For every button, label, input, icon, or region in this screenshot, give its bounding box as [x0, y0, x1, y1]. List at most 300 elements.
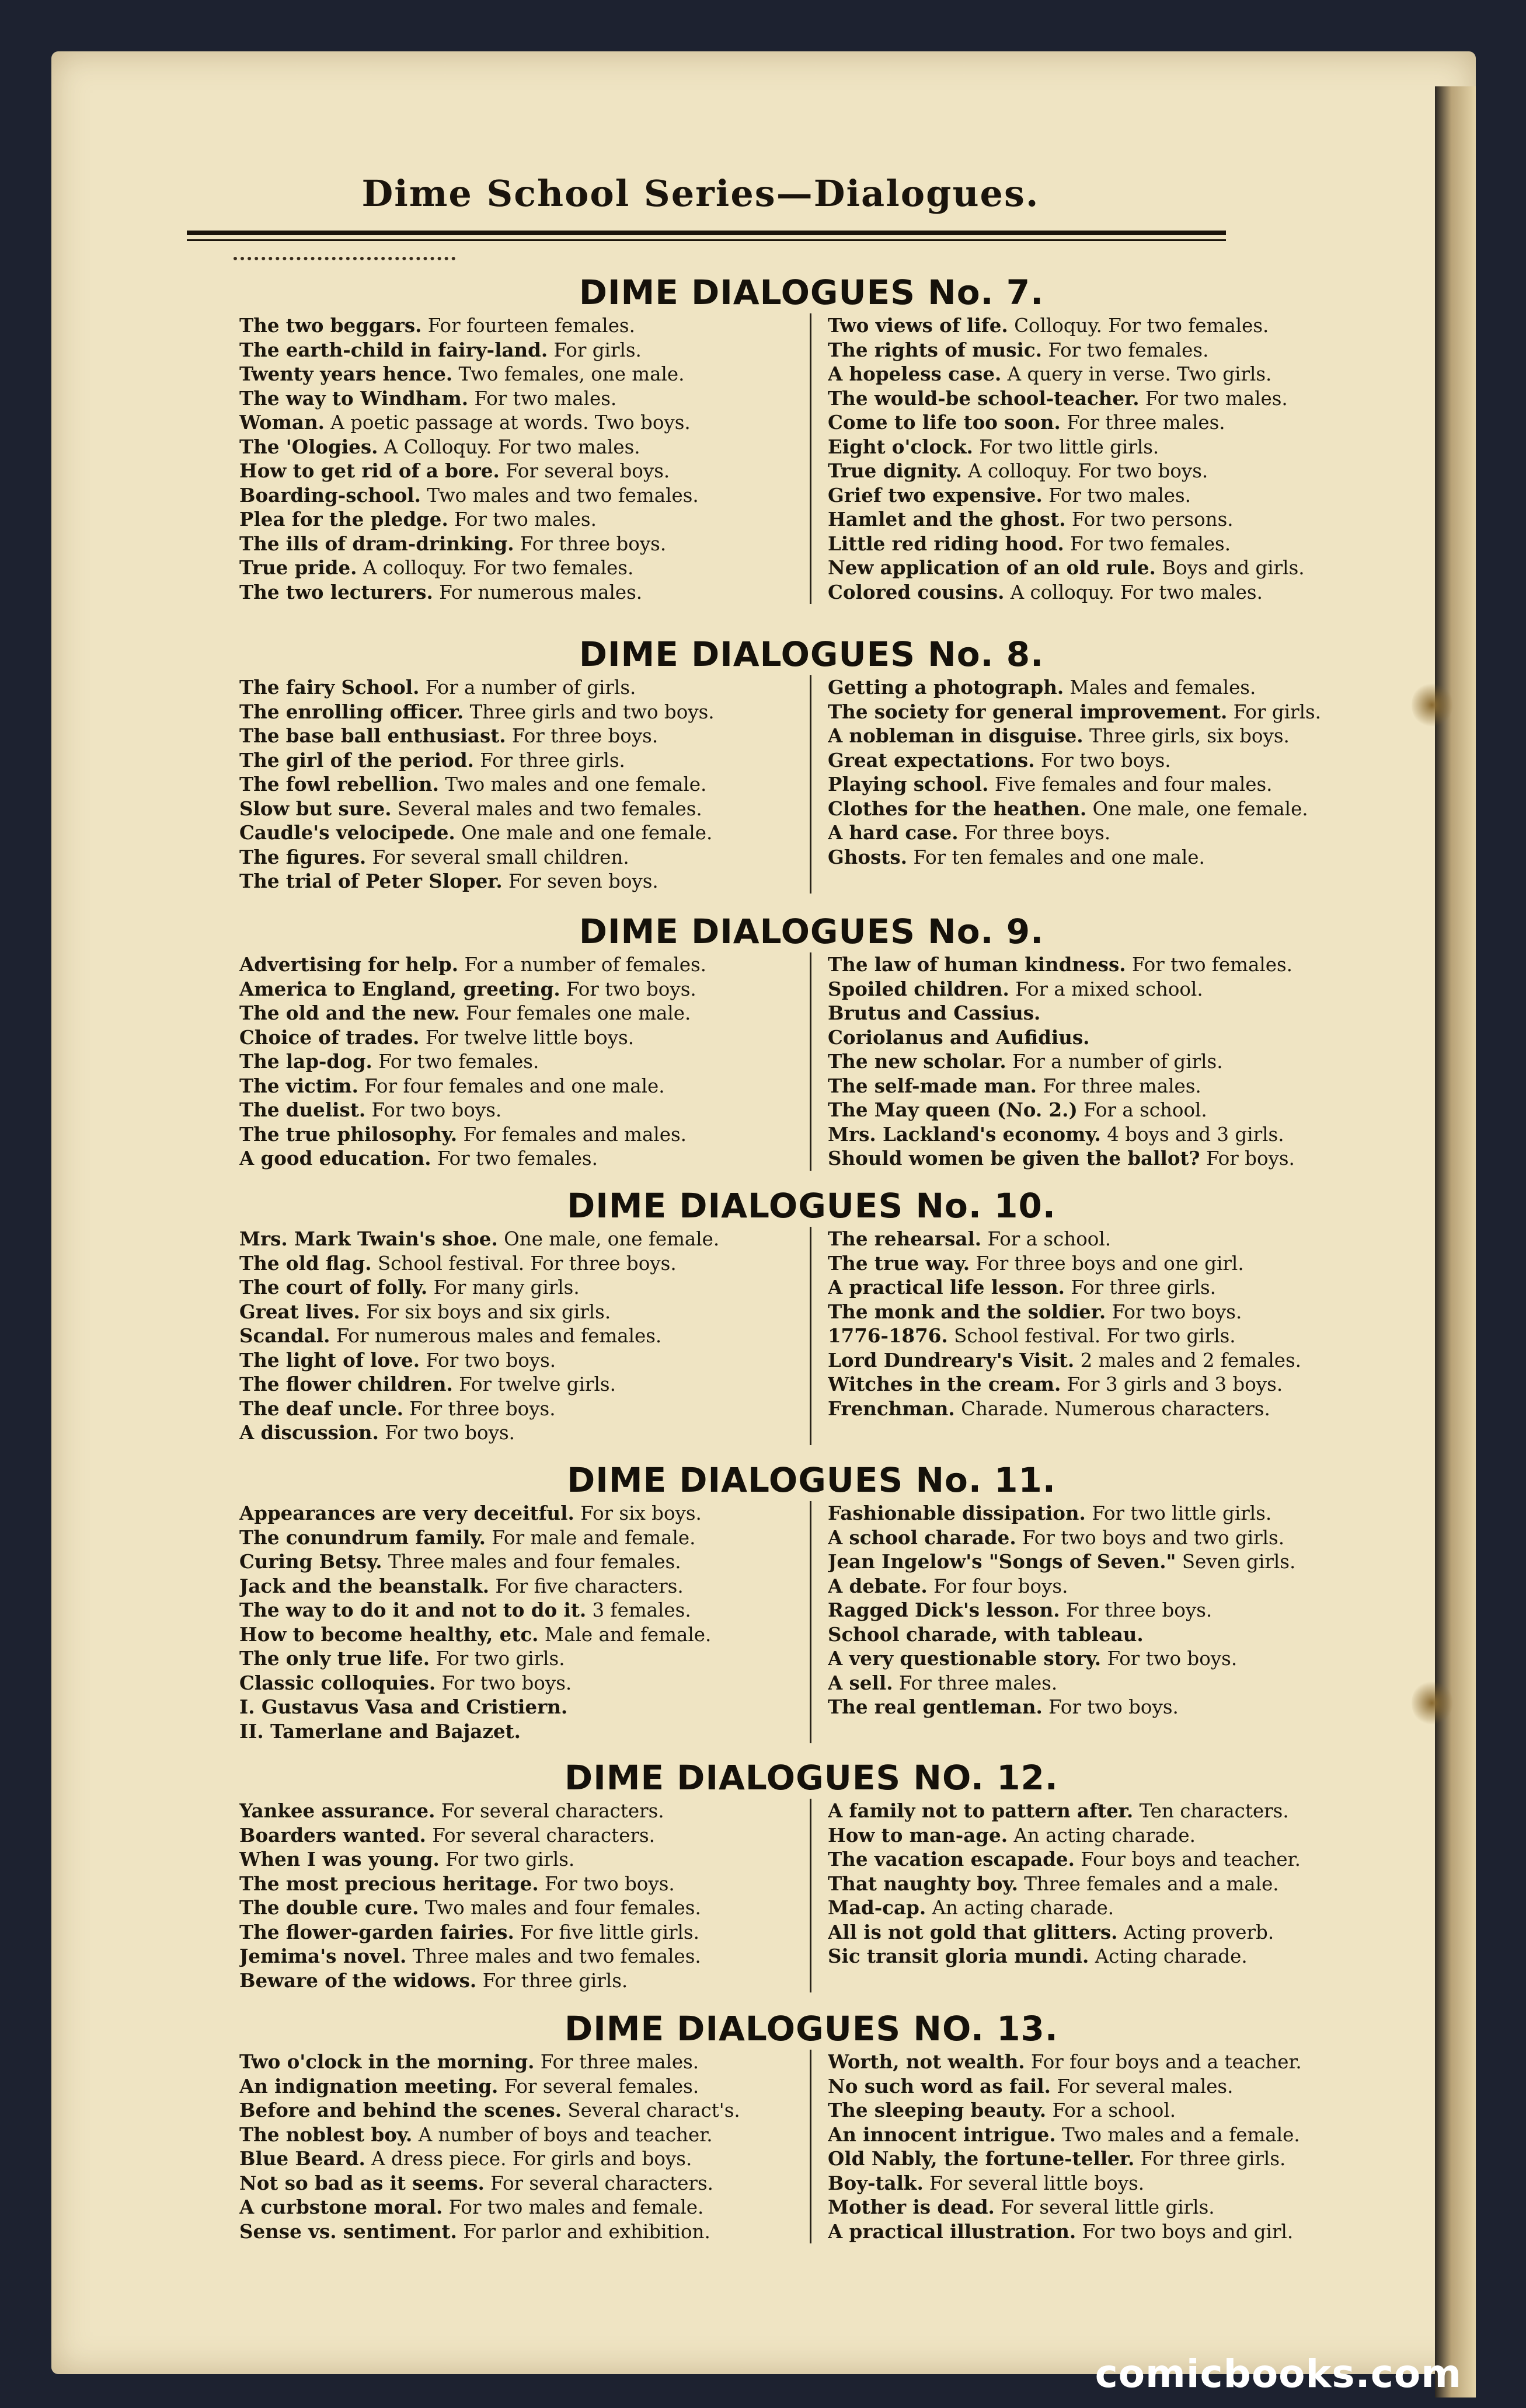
dialogue-cast: For three boys. — [409, 1397, 556, 1420]
list-item — [239, 845, 793, 870]
dialogue-cast: For females and males. — [463, 1123, 687, 1146]
dialogue-title: All is not gold that glitters. — [828, 1920, 1118, 1943]
dialogue-title: Getting a photograph. — [828, 676, 1064, 699]
list-item — [828, 1872, 1384, 1896]
dialogue-title: Grief two expensive. — [828, 483, 1043, 507]
list-item — [239, 700, 793, 724]
dialogue-cast: For three males. — [540, 2051, 699, 2073]
stain-mark — [1412, 682, 1452, 728]
dialogue-title: Playing school. — [828, 773, 989, 795]
dialogue-title: Great expectations. — [828, 748, 1035, 772]
column-left — [239, 1501, 811, 1743]
list-item — [239, 1920, 793, 1945]
list-item — [828, 748, 1384, 773]
dialogue-cast: For two males and female. — [448, 2196, 704, 2218]
dialogue-title: The two beggars. — [239, 314, 422, 337]
list-item — [828, 1574, 1384, 1599]
list-item — [828, 1397, 1384, 1421]
dialogue-title: Blue Beard. — [239, 2147, 365, 2170]
dialogue-cast: For a number of girls. — [1012, 1051, 1223, 1073]
watermark: comicbooks.com — [1095, 2351, 1462, 2396]
list-item — [828, 1671, 1384, 1695]
dialogue-cast: For two boys. — [426, 1349, 556, 1371]
dialogue-cast: For four boys and a teacher. — [1030, 2051, 1302, 2073]
dialogue-title: Classic colloquies. — [239, 1671, 436, 1694]
dialogue-cast: Three females and a male. — [1024, 1872, 1279, 1895]
dialogue-cast: For twelve little boys. — [425, 1026, 635, 1049]
list-item — [828, 1526, 1384, 1550]
list-item — [828, 1146, 1384, 1171]
list-item — [828, 2098, 1384, 2123]
dialogue-cast: Colloquy. For two females. — [1014, 315, 1269, 337]
list-item — [239, 580, 793, 605]
dialogue-title: How to become healthy, etc. — [239, 1622, 539, 1646]
dialogue-cast: A colloquy. For two males. — [1010, 581, 1263, 603]
list-item — [828, 772, 1384, 797]
dialogue-cast: For two boys. — [1112, 1300, 1242, 1323]
dialogue-title: The two lecturers. — [239, 580, 433, 603]
dialogue-cast: For three males. — [1067, 411, 1225, 434]
dialogue-title: Boarding-school. — [239, 483, 421, 507]
dialogue-title: The fowl rebellion. — [239, 773, 439, 795]
dialogue-cast: For several males. — [1057, 2075, 1234, 2098]
dialogue-cast: Acting charade. — [1095, 1945, 1248, 1967]
dialogue-title: The deaf uncle. — [239, 1397, 403, 1420]
list-item — [239, 556, 793, 580]
list-item — [828, 386, 1384, 411]
column-left — [239, 675, 811, 894]
dialogue-title: Spoiled children. — [828, 977, 1009, 1000]
list-item — [828, 338, 1384, 362]
dialogue-cast: For a school. — [1052, 2099, 1176, 2121]
dialogue-title: Sense vs. sentiment. — [239, 2219, 457, 2243]
list-item — [828, 1122, 1384, 1147]
dialogue-title: Caudle's velocipede. — [239, 821, 455, 844]
column-right — [811, 1799, 1384, 1992]
dialogue-title: Before and behind the scenes. — [239, 2099, 562, 2121]
column-right — [811, 952, 1384, 1171]
dialogue-cast: For two females. — [437, 1147, 598, 1170]
dialogue-title: Colored cousins. — [828, 580, 1005, 603]
stain-mark — [1412, 1680, 1452, 1726]
list-item — [828, 1300, 1384, 1324]
dialogue-title: Great lives. — [239, 1300, 360, 1323]
dialogue-title: The duelist. — [239, 1098, 366, 1121]
dialogue-cast: For two boys. — [441, 1671, 572, 1694]
dialogue-title: The May queen (No. 2.) — [828, 1098, 1078, 1121]
dialogue-cast: For two boys. — [1040, 749, 1171, 772]
dialogue-cast: For girls. — [1233, 700, 1321, 723]
dialogue-section — [239, 1185, 1384, 1445]
column-left — [239, 1227, 811, 1445]
list-item — [239, 1049, 793, 1074]
dialogue-title: An innocent intrigue. — [828, 2123, 1056, 2146]
list-item — [239, 1799, 793, 1823]
list-item — [239, 1622, 793, 1647]
dialogue-title: Should women be given the ballot? — [828, 1147, 1200, 1170]
dialogue-title: A practical life lesson. — [828, 1276, 1065, 1299]
dialogue-cast: An acting charade. — [1013, 1824, 1196, 1847]
dialogue-title: The sleeping beauty. — [828, 2099, 1047, 2121]
list-item — [239, 1372, 793, 1397]
section-title: DIME DIALOGUES No. 8. — [579, 634, 1044, 674]
dialogue-cast: For three boys. — [511, 725, 659, 747]
dialogue-title: No such word as fail. — [828, 2074, 1051, 2098]
list-item — [239, 1550, 793, 1574]
dialogue-title: The ills of dram-drinking. — [239, 532, 514, 555]
dialogue-title: The rehearsal. — [828, 1227, 982, 1250]
list-item — [828, 1823, 1384, 1848]
list-item — [828, 1074, 1384, 1098]
list-item — [239, 410, 793, 435]
dialogue-title: The self-made man. — [828, 1074, 1037, 1097]
list-item — [828, 977, 1384, 1001]
dialogue-cast: For six boys and six girls. — [366, 1300, 611, 1323]
list-item — [239, 797, 793, 821]
dialogue-title: A discussion. — [239, 1421, 379, 1444]
dialogue-cast: For two males. — [454, 508, 597, 531]
dialogue-cast: For two little girls. — [1092, 1502, 1272, 1524]
list-item — [239, 1896, 793, 1920]
list-item — [239, 1348, 793, 1373]
dialogue-title: Yankee assurance. — [239, 1799, 435, 1822]
dialogue-title: The double cure. — [239, 1896, 419, 1919]
column-right — [811, 1227, 1384, 1445]
dialogue-title: Coriolanus and Aufidius. — [828, 1025, 1090, 1049]
list-item — [239, 1251, 793, 1276]
dialogue-cast: For two boys. — [1048, 1696, 1179, 1718]
dialogue-cast: For two females. — [378, 1051, 539, 1073]
dialogue-title: Twenty years hence. — [239, 362, 453, 385]
dialogue-cast: For three males. — [898, 1671, 1058, 1694]
list-item — [239, 1300, 793, 1324]
dialogue-cast: For three girls. — [480, 749, 625, 772]
list-item — [828, 1049, 1384, 1074]
dialogue-cast: One male, one female. — [1092, 797, 1308, 820]
dialogue-cast: Two males and a female. — [1062, 2123, 1300, 2146]
dialogue-cast: For several characters. — [490, 2172, 713, 2194]
dialogue-title: A hard case. — [828, 821, 959, 844]
dialogue-title: Worth, not wealth. — [828, 2050, 1025, 2073]
list-item — [239, 1695, 793, 1719]
dialogue-cast: For 3 girls and 3 boys. — [1067, 1373, 1283, 1395]
list-item — [828, 1695, 1384, 1719]
dialogue-cast: For four boys. — [933, 1575, 1068, 1597]
dialogue-cast: For three boys. — [1065, 1599, 1213, 1621]
list-item — [828, 1646, 1384, 1671]
dialogue-cast: For three girls. — [482, 1969, 628, 1992]
list-item — [239, 1324, 793, 1348]
list-item — [828, 2123, 1384, 2147]
dialogue-title: An indignation meeting. — [239, 2074, 499, 2098]
section-title: DIME DIALOGUES No. 10. — [567, 1186, 1056, 1226]
list-item — [828, 1896, 1384, 1920]
dialogue-title: The only true life. — [239, 1647, 430, 1670]
dialogue-title: Woman. — [239, 411, 325, 434]
list-item — [239, 821, 793, 845]
dialogue-title: The new scholar. — [828, 1050, 1006, 1073]
dialogue-title: Plea for the pledge. — [239, 508, 448, 531]
dialogue-cast: For two females. — [1131, 954, 1292, 976]
list-item — [828, 1799, 1384, 1823]
dialogue-cast: School festival. For two girls. — [954, 1325, 1236, 1347]
dialogue-cast: For a number of females. — [464, 954, 706, 976]
dialogue-title: The true philosophy. — [239, 1122, 458, 1146]
list-item — [828, 2050, 1384, 2074]
dialogue-cast: For two boys. — [371, 1099, 502, 1121]
dialogue-cast: For a mixed school. — [1015, 978, 1203, 1000]
list-item — [828, 2074, 1384, 2099]
list-item — [239, 338, 793, 362]
list-item — [828, 821, 1384, 845]
list-item — [239, 1944, 793, 1969]
dialogue-title: The enrolling officer. — [239, 700, 464, 723]
dialogue-title: School charade, with tableau. — [828, 1622, 1144, 1646]
dialogue-title: II. Tamerlane and Bajazet. — [239, 1719, 521, 1743]
dialogue-title: Mother is dead. — [828, 2196, 995, 2218]
list-item — [239, 1847, 793, 1872]
dialogue-cast: For twelve girls. — [459, 1373, 616, 1395]
list-item — [239, 724, 793, 748]
dialogue-cast: For three boys and one girl. — [975, 1252, 1244, 1275]
dialogue-title: The fairy School. — [239, 676, 420, 699]
dialogue-title: The true way. — [828, 1251, 970, 1275]
dialogue-cast: For numerous males and females. — [336, 1325, 662, 1347]
dialogue-title: A sell. — [828, 1671, 893, 1694]
dialogue-title: Hamlet and the ghost. — [828, 508, 1066, 531]
dialogue-title: How to get rid of a bore. — [239, 459, 500, 482]
dialogue-cast: Three males and four females. — [388, 1551, 681, 1573]
dialogue-cast: For two boys. — [385, 1422, 515, 1444]
dialogue-title: The flower children. — [239, 1373, 453, 1395]
list-item — [239, 1719, 793, 1744]
dialogue-title: Boarders wanted. — [239, 1823, 426, 1847]
list-item — [828, 362, 1384, 386]
dialogue-cast: A Colloquy. For two males. — [384, 435, 640, 458]
dialogue-cast: Three girls and two boys. — [469, 700, 715, 723]
column-right — [811, 1501, 1384, 1743]
list-item — [828, 1501, 1384, 1526]
list-item — [239, 1969, 793, 1993]
dialogue-cast: Several males and two females. — [397, 797, 702, 820]
dialogue-title: The earth-child in fairy-land. — [239, 338, 548, 361]
dialogue-title: Sic transit gloria mundi. — [828, 1945, 1089, 1967]
dialogue-title: A very questionable story. — [828, 1647, 1102, 1670]
book-spine — [1435, 86, 1476, 2397]
list-item — [239, 2098, 793, 2123]
dialogue-title: Two views of life. — [828, 314, 1008, 337]
dialogue-cast: Two males and four females. — [424, 1897, 701, 1919]
dialogue-cast: For several characters. — [432, 1824, 656, 1847]
list-item — [239, 2074, 793, 2099]
section-title: DIME DIALOGUES No. 9. — [579, 912, 1044, 951]
dialogue-title: Eight o'clock. — [828, 435, 973, 458]
list-item — [239, 313, 793, 338]
list-item — [239, 507, 793, 532]
list-item — [239, 362, 793, 386]
dialogue-cast: 4 boys and 3 girls. — [1107, 1123, 1284, 1146]
list-item — [239, 1574, 793, 1599]
dialogue-title: Come to life too soon. — [828, 411, 1061, 434]
list-item — [239, 1823, 793, 1848]
dialogue-cast: Three girls, six boys. — [1089, 725, 1290, 747]
dialogue-cast: For two females. — [1048, 338, 1209, 361]
column-right — [811, 675, 1384, 894]
list-item — [828, 845, 1384, 870]
header-rule — [187, 231, 1226, 235]
list-item — [828, 556, 1384, 580]
dialogue-title: Beware of the widows. — [239, 1969, 477, 1992]
dialogue-title: Old Nably, the fortune-teller. — [828, 2147, 1135, 2170]
list-item — [828, 1372, 1384, 1397]
dialogue-title: The old flag. — [239, 1251, 372, 1275]
section-title: DIME DIALOGUES No. 11. — [567, 1460, 1056, 1500]
dialogue-title: A practical illustration. — [828, 2219, 1076, 2243]
list-item — [239, 435, 793, 459]
list-item — [239, 2171, 793, 2196]
list-item — [239, 1397, 793, 1421]
section-title: DIME DIALOGUES NO. 12. — [565, 1758, 1058, 1798]
list-item — [239, 1074, 793, 1098]
dialogue-title: The way to do it and not to do it. — [239, 1599, 587, 1621]
dialogue-cast: For two boys and girl. — [1082, 2220, 1294, 2243]
list-item — [239, 869, 793, 894]
dialogue-title: The would-be school-teacher. — [828, 386, 1140, 410]
dialogue-title: Mrs. Mark Twain's shoe. — [239, 1227, 498, 1250]
section-title: DIME DIALOGUES No. 7. — [579, 273, 1044, 312]
dialogue-title: Advertising for help. — [239, 953, 459, 976]
dialogue-cast: For five characters. — [495, 1575, 684, 1597]
dialogue-cast: For two boys and two girls. — [1022, 1526, 1285, 1549]
list-item — [828, 1324, 1384, 1348]
dialogue-cast: For two boys. — [566, 978, 696, 1000]
dialogue-cast: A number of boys and teacher. — [418, 2123, 713, 2146]
list-item — [828, 1847, 1384, 1872]
dialogue-cast: 3 females. — [592, 1599, 691, 1621]
dialogue-title: The girl of the period. — [239, 748, 474, 772]
list-item — [828, 1025, 1384, 1050]
dialogue-title: A debate. — [828, 1574, 928, 1597]
dialogue-title: Two o'clock in the morning. — [239, 2050, 535, 2073]
dialogue-cast: A colloquy. For two boys. — [968, 460, 1208, 482]
dialogue-title: Lord Dundreary's Visit. — [828, 1348, 1075, 1371]
list-item — [828, 1348, 1384, 1373]
dialogue-cast: For fourteen females. — [427, 315, 635, 337]
column-left — [239, 952, 811, 1171]
dialogue-title: Mad-cap. — [828, 1896, 926, 1919]
dialogue-title: Boy-talk. — [828, 2171, 924, 2194]
dialogue-title: The old and the new. — [239, 1001, 460, 1024]
list-item — [239, 675, 793, 700]
dialogue-cast: Five females and four males. — [994, 773, 1273, 795]
dialogue-title: Choice of trades. — [239, 1025, 420, 1049]
dialogue-cast: For three boys. — [520, 532, 667, 555]
list-item — [239, 2123, 793, 2147]
dialogue-cast: Males and females. — [1069, 676, 1256, 699]
dialogue-cast: A poetic passage at words. Two boys. — [330, 411, 691, 434]
list-item — [828, 724, 1384, 748]
dialogue-title: The base ball enthusiast. — [239, 724, 506, 747]
dialogue-cast: Boys and girls. — [1162, 557, 1305, 579]
dialogue-cast: Two males and one female. — [445, 773, 707, 795]
dialogue-cast: For three boys. — [964, 822, 1111, 844]
dialogue-cast: School festival. For three boys. — [377, 1252, 677, 1275]
list-item — [239, 1501, 793, 1526]
dialogue-cast: For parlor and exhibition. — [463, 2220, 710, 2243]
dialogue-title: Not so bad as it seems. — [239, 2171, 485, 2194]
dialogue-cast: For two males. — [1145, 387, 1288, 410]
dialogue-cast: One male and one female. — [461, 822, 713, 844]
dialogue-cast: Charade. Numerous characters. — [961, 1397, 1270, 1420]
list-item — [828, 797, 1384, 821]
list-item — [828, 459, 1384, 483]
list-item — [239, 1646, 793, 1671]
dialogue-title: When I was young. — [239, 1848, 440, 1870]
dialogue-title: Slow but sure. — [239, 797, 392, 820]
dialogue-cast: For several females. — [504, 2075, 699, 2098]
dialogue-cast: For girls. — [553, 338, 642, 361]
dialogue-title: New application of an old rule. — [828, 556, 1156, 579]
dialogue-title: Witches in the cream. — [828, 1373, 1061, 1395]
dialogue-cast: For two persons. — [1071, 508, 1234, 531]
list-item — [828, 1098, 1384, 1122]
dialogue-cast: For a school. — [1083, 1099, 1207, 1121]
decorative-rule — [234, 239, 455, 260]
dialogue-cast: For two boys. — [544, 1872, 675, 1895]
page-header: Dime School Series—Dialogues. — [361, 172, 1040, 215]
list-item — [239, 2147, 793, 2171]
dialogue-title: The law of human kindness. — [828, 953, 1126, 976]
dialogue-cast: Acting proverb. — [1123, 1921, 1274, 1943]
list-item — [239, 459, 793, 483]
dialogue-cast: For two girls. — [435, 1648, 565, 1670]
dialogue-title: America to England, greeting. — [239, 977, 560, 1000]
list-item — [239, 772, 793, 797]
dialogue-section — [239, 1459, 1384, 1743]
list-item — [828, 313, 1384, 338]
dialogue-cast: For five little girls. — [520, 1921, 699, 1943]
dialogue-section — [239, 2008, 1384, 2243]
list-item — [828, 1227, 1384, 1251]
dialogue-title: I. Gustavus Vasa and Cristiern. — [239, 1695, 568, 1718]
dialogue-cast: For two boys. — [1107, 1648, 1238, 1670]
dialogue-title: 1776-1876. — [828, 1324, 948, 1347]
dialogue-cast: Seven girls. — [1182, 1551, 1296, 1573]
dialogue-title: The figures. — [239, 845, 367, 868]
list-item — [828, 2171, 1384, 2196]
dialogue-cast: For three girls. — [1140, 2148, 1286, 2170]
dialogue-title: The vacation escapade. — [828, 1848, 1075, 1870]
dialogue-cast: An acting charade. — [932, 1897, 1114, 1919]
dialogue-cast: A query in verse. Two girls. — [1007, 363, 1272, 385]
list-item — [828, 580, 1384, 605]
dialogue-title: Clothes for the heathen. — [828, 797, 1087, 820]
dialogue-cast: Several charact's. — [567, 2099, 740, 2121]
dialogue-cast: One male, one female. — [504, 1228, 720, 1250]
dialogue-cast: For four females and one male. — [364, 1074, 665, 1097]
dialogue-title: A school charade. — [828, 1526, 1016, 1549]
list-item — [828, 952, 1384, 977]
dialogue-title: Jean Ingelow's "Songs of Seven." — [828, 1550, 1176, 1573]
dialogue-title: Scandal. — [239, 1324, 330, 1347]
list-item — [239, 1227, 793, 1251]
dialogue-cast: For several little girls. — [1001, 2196, 1215, 2218]
dialogue-title: A curbstone moral. — [239, 2196, 443, 2218]
column-right — [811, 2050, 1384, 2243]
dialogue-title: The real gentleman. — [828, 1695, 1043, 1718]
section-title: DIME DIALOGUES NO. 13. — [565, 2009, 1058, 2048]
dialogue-section — [239, 271, 1384, 604]
